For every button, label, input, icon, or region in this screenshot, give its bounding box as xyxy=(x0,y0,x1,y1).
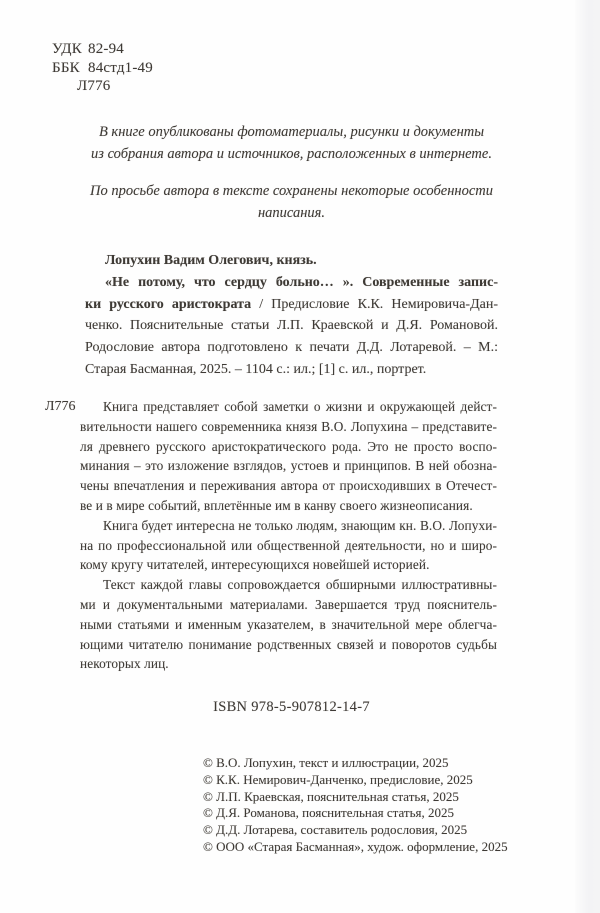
bib-author-line: Лопухин Вадим Олегович, князь. xyxy=(105,253,317,268)
annotation-line: Книга будет интересна не только людям, знающим кн. В.О. Лопухи- xyxy=(103,517,497,533)
annotation-line: ве и в мире событий, вплетённые им в канву своего жизнеописания. xyxy=(80,497,473,513)
publisher-note-spelling xyxy=(85,180,498,224)
annotation-line: ными статьями и именным указателем, в значительной мере облегча- xyxy=(80,616,497,632)
bib-line-4: ченко. Пояснительные статьи Л.П. Краевской и Д.Я. Романовой. xyxy=(85,318,498,334)
bibliographic-record xyxy=(85,250,498,381)
bib-line-6: Старая Басманная, 2025. – 1104 с.: ил.; [1] с. ил., портрет. xyxy=(85,361,427,377)
note-line: из собрания автора и источников, расположенных в интернете. xyxy=(91,146,492,162)
udk-line xyxy=(52,40,153,59)
copyright-line: © Д.Д. Лотарева, составитель родословия, 2025 xyxy=(203,822,468,838)
bib-line-3 xyxy=(85,294,498,316)
note-line: В книге опубликованы фотоматериалы, рисунки и документы xyxy=(98,124,485,140)
copyright-line: © Л.П. Краевская, пояснительная статья, 2025 xyxy=(203,788,459,804)
annotation-line: ми и документальными материалами. Завершается труд пояснитель- xyxy=(80,596,497,612)
bib-title-line: «Не потому, что сердцу больно… ». Современные запис- xyxy=(105,274,498,290)
isbn-line: ISBN 978-5-907812-14-7 xyxy=(213,699,370,715)
classification-block xyxy=(52,40,153,96)
annotation-line: ющими читателю понимание родственных связей и поворотов судьбы xyxy=(80,636,497,652)
bbk-label: ББК xyxy=(52,59,80,76)
bib-title-tail: ки русского аристократа xyxy=(85,296,252,312)
annotation-line: Текст каждой главы сопровождается обширными иллюстративны- xyxy=(103,577,497,593)
bib-statement: / Предисловие К.К. Немировича-Дан- xyxy=(251,296,499,312)
annotation-line: ля древнего русского аристократического рода. Это не просто воспо- xyxy=(80,438,497,454)
bib-line-5: Родословие автора подготовлено к печати Д.Д. Лотаревой. – М.: xyxy=(85,340,498,356)
scan-page-edge xyxy=(575,0,600,913)
bbk-line xyxy=(52,59,153,78)
udk-label: УДК xyxy=(52,41,82,57)
udk-value: 82-94 xyxy=(88,41,124,57)
publisher-note-materials xyxy=(85,121,498,165)
author-sign-line xyxy=(52,77,153,96)
annotation-author-sign: Л776 xyxy=(45,399,76,414)
annotation-line: некоторых лиц. xyxy=(80,656,169,672)
note-line: написания. xyxy=(257,205,326,221)
annotation-line: минания – это изложение взглядов, устоев и принципов. В ней обозна- xyxy=(80,458,497,474)
copyright-block xyxy=(203,755,508,856)
copyright-line: © К.К. Немирович-Данченко, предисловие, 2025 xyxy=(203,771,473,787)
copyright-line: © Д.Я. Романова, пояснительная статья, 2025 xyxy=(203,805,455,821)
annotation-block xyxy=(80,397,497,674)
annotation-line: Книга представляет собой заметки о жизни и окружающей дейст- xyxy=(103,399,497,414)
author-sign: Л776 xyxy=(77,78,111,94)
annotation-line: чены впечатления и переживания автора от происходивших в Отечест- xyxy=(80,478,497,494)
bbk-value: 84стд1-49 xyxy=(88,59,153,76)
annotation-line: вительности нашего современника князя В.О. Лопухина – представите- xyxy=(80,418,497,434)
copyright-line: © ООО «Старая Басманная», худож. оформление, 2025 xyxy=(203,838,508,854)
note-line: По просьбе автора в тексте сохранены некоторые особенности xyxy=(89,183,493,199)
copyright-line: © В.О. Лопухин, текст и иллюстрации, 2025 xyxy=(203,755,449,770)
annotation-line: на по профессиональной или общественной деятельности, но и широ- xyxy=(80,537,497,553)
annotation-line: кому кругу читателей, интересующихся новейшей историей. xyxy=(80,557,430,573)
